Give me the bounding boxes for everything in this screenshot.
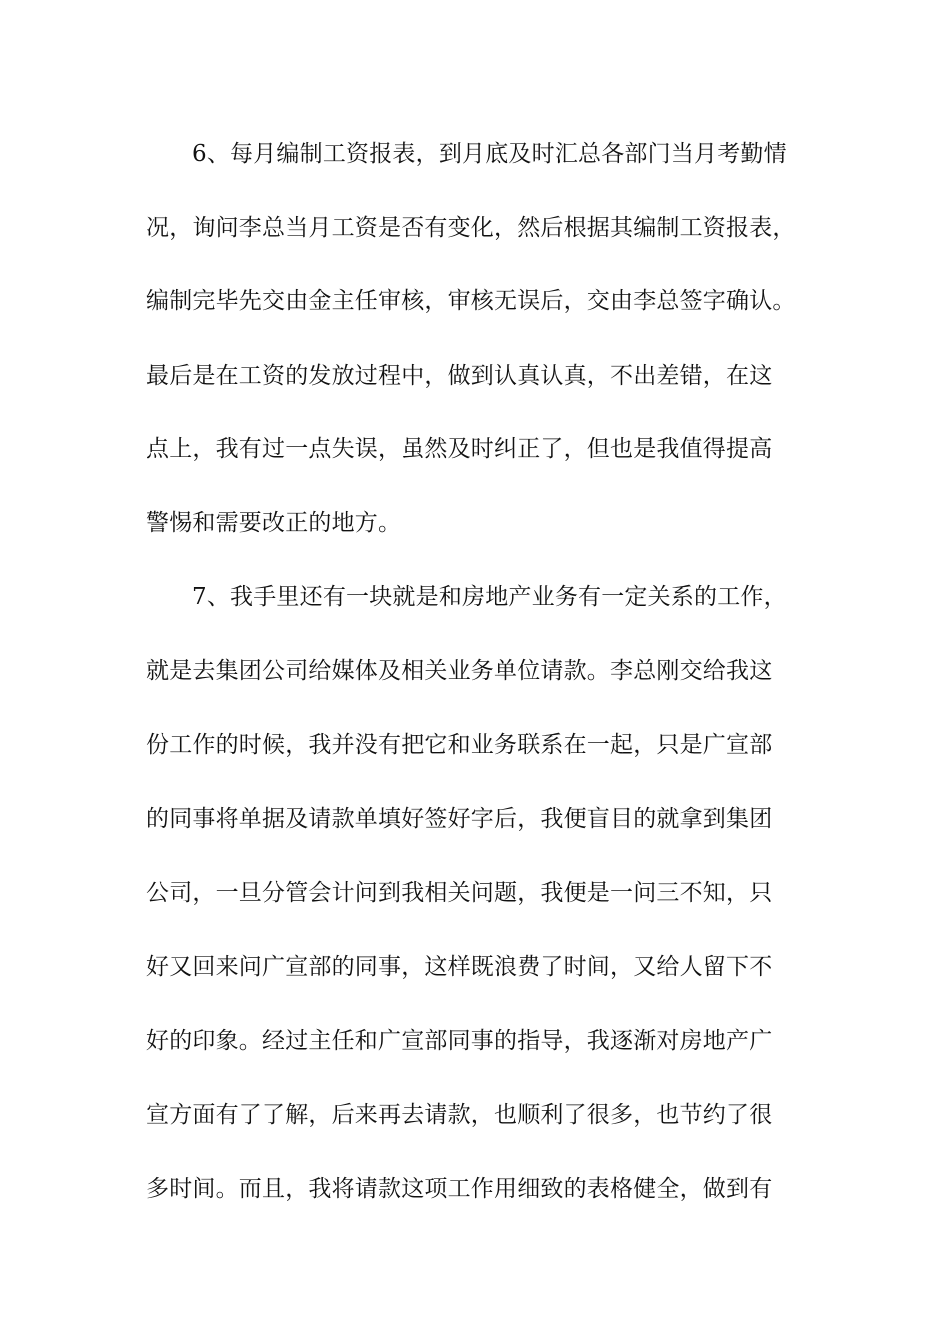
text-line: 宣方面有了了解，后来再去请款，也顺利了很多，也节约了很 [146, 1102, 773, 1128]
text-line: 7、我手里还有一块就是和房地产业务有一定关系的工作， [192, 584, 787, 610]
text-line: 的同事将单据及请款单填好签好字后，我便盲目的就拿到集团 [146, 806, 773, 832]
text-line: 编制完毕先交由金主任审核，审核无误后，交由李总签字确认。 [146, 288, 796, 314]
text-line: 点上，我有过一点失误，虽然及时纠正了，但也是我值得提高 [146, 436, 773, 462]
text-line: 就是去集团公司给媒体及相关业务单位请款。李总刚交给我这 [146, 658, 773, 684]
text-line: 况，询问李总当月工资是否有变化，然后根据其编制工资报表， [146, 215, 796, 241]
text-line: 警惕和需要改正的地方。 [146, 510, 402, 536]
text-line: 多时间。而且，我将请款这项工作用细致的表格健全，做到有 [146, 1176, 773, 1202]
text-line: 公司，一旦分管会计问到我相关问题，我便是一问三不知，只 [146, 880, 773, 906]
text-line: 最后是在工资的发放过程中，做到认真认真，不出差错，在这 [146, 363, 773, 389]
text-line: 6、每月编制工资报表，到月底及时汇总各部门当月考勤情 [192, 141, 787, 167]
text-line: 好的印象。经过主任和广宣部同事的指导，我逐渐对房地产广 [146, 1028, 773, 1054]
text-line: 份工作的时候，我并没有把它和业务联系在一起，只是广宣部 [146, 732, 773, 758]
text-line: 好又回来问广宣部的同事，这样既浪费了时间，又给人留下不 [146, 954, 773, 980]
